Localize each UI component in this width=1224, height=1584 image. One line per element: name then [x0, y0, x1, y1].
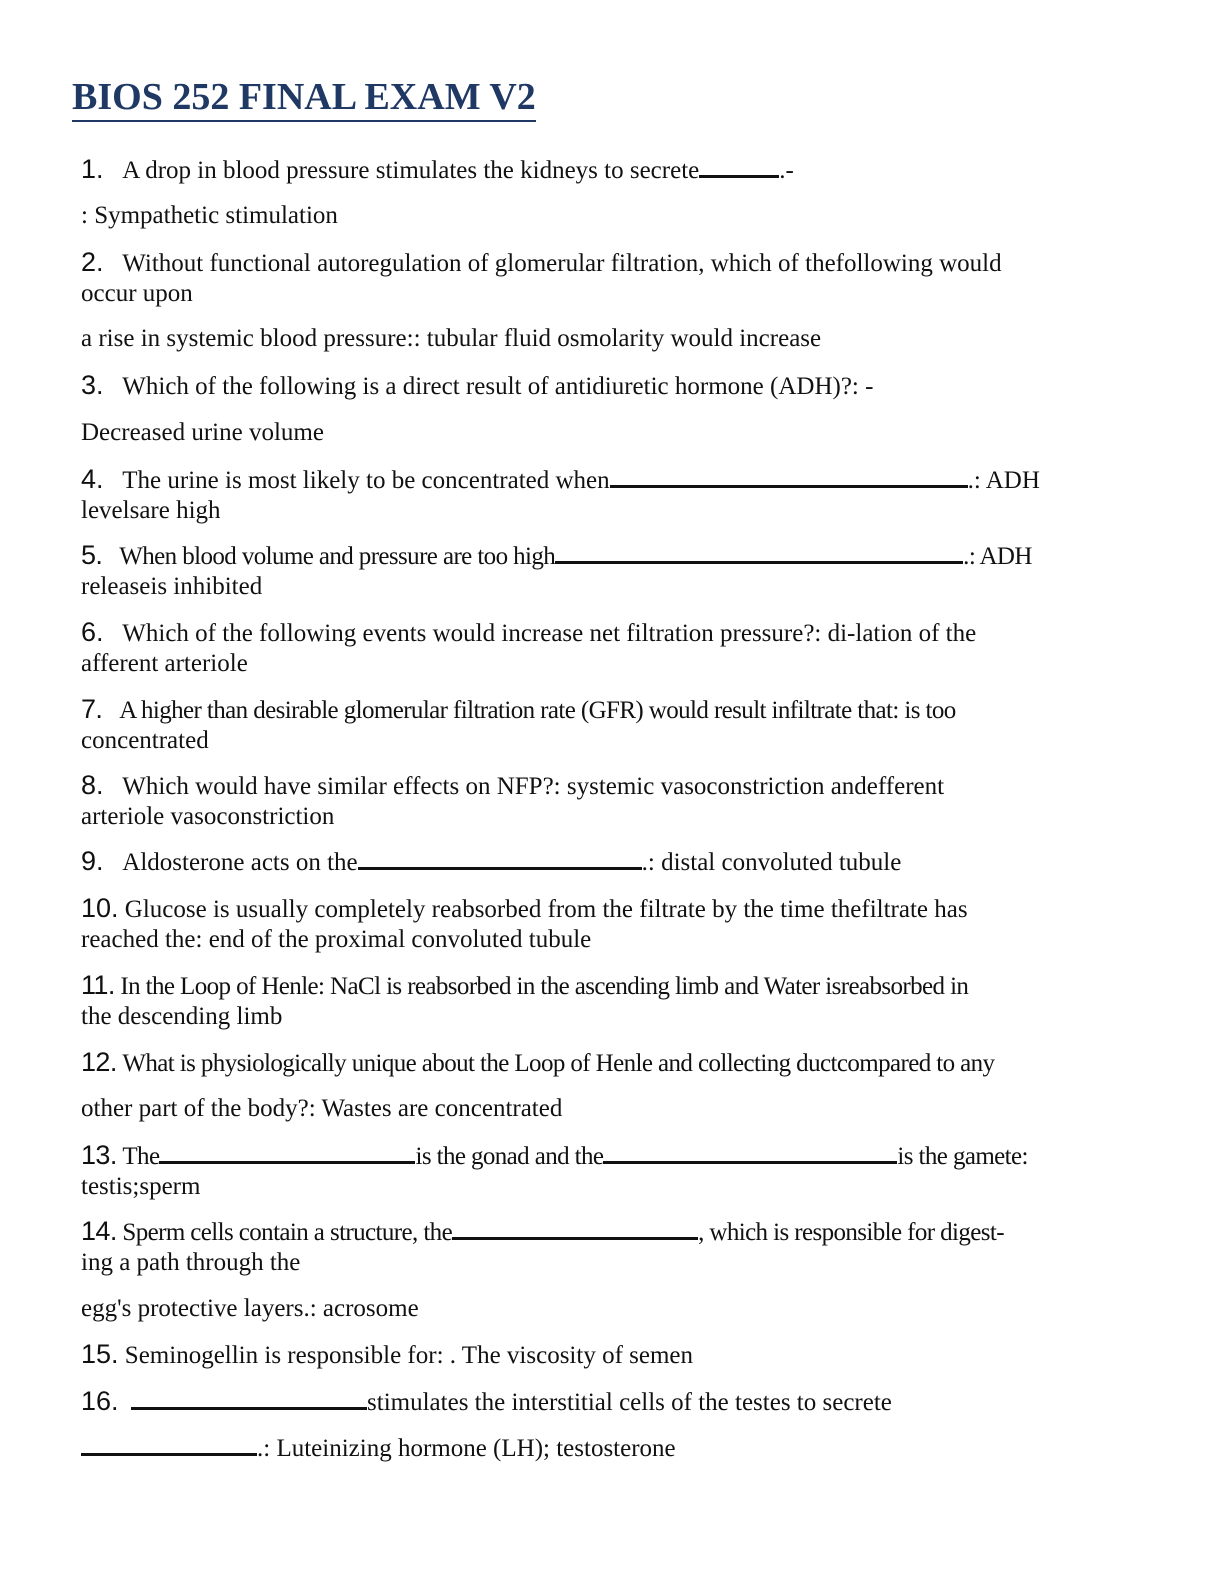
question-7-continued: concentrated — [81, 727, 209, 754]
question-text: In the Loop of Henle: NaCl is reabsorbed in the ascending limb and Water isreabsorbed in — [120, 973, 969, 1000]
question-15 — [81, 1339, 1141, 1371]
question-4-continued: levelsare high — [81, 497, 221, 524]
question-5-continued: releaseis inhibited — [81, 573, 263, 600]
question-tail: .: ADH — [963, 543, 1032, 570]
question-text: When blood volume and pressure are too high — [119, 543, 556, 570]
question-6 — [81, 617, 1141, 649]
question-3 — [81, 370, 1141, 402]
question-2-continued: occur upon — [81, 280, 193, 307]
question-text: What is physiologically unique about the Loop of Henle and collecting ductcompared to any — [122, 1050, 995, 1077]
question-14-continued: ing a path through the — [81, 1249, 301, 1276]
question-text: Glucose is usually completely reabsorbed from the filtrate by the time thefiltrate has — [124, 896, 968, 923]
question-number: 8. — [81, 770, 104, 800]
question-number: 12. — [81, 1047, 117, 1077]
answer-1: : Sympathetic stimulation — [81, 202, 338, 229]
question-text: The urine is most likely to be concentrated when — [122, 467, 610, 494]
question-12 — [81, 1047, 1141, 1079]
answer-blank — [358, 846, 642, 870]
question-number: 2. — [81, 247, 104, 277]
answer-3: Decreased urine volume — [81, 419, 324, 446]
question-14 — [81, 1216, 1141, 1248]
question-number: 1. — [81, 154, 104, 184]
question-number: 3. — [81, 370, 104, 400]
answer-blank — [452, 1216, 698, 1240]
question-9 — [81, 846, 1141, 878]
question-text: A higher than desirable glomerular filtration rate (GFR) would result infiltrate that: is too — [119, 697, 956, 724]
question-11-continued: the descending limb — [81, 1003, 283, 1030]
answer-12: other part of the body?: Wastes are concentrated — [81, 1095, 563, 1122]
question-text: Without functional autoregulation of glomerular filtration, which of thefollowing would — [122, 250, 1002, 277]
question-number: 5. — [81, 540, 103, 570]
question-6-continued: afferent arteriole — [81, 650, 248, 677]
question-number: 11. — [81, 970, 115, 1000]
question-tail: .- — [779, 157, 794, 184]
answer-blank — [131, 1386, 367, 1410]
answer-14: egg's protective layers.: acrosome — [81, 1295, 419, 1322]
question-tail: .: ADH — [967, 467, 1040, 494]
question-number: 14. — [81, 1216, 117, 1246]
question-number: 13. — [81, 1140, 117, 1170]
question-10-continued: reached the: end of the proximal convoluted tubule — [81, 926, 592, 953]
question-11 — [81, 970, 1141, 1002]
question-number: 6. — [81, 617, 104, 647]
question-text: Which of the following events would increase net filtration pressure?: di-lation of the — [122, 620, 977, 647]
question-2 — [81, 247, 1141, 279]
question-tail: is the gamete: — [897, 1143, 1028, 1170]
question-8-continued: arteriole vasoconstriction — [81, 803, 335, 830]
question-4 — [81, 464, 1141, 496]
question-tail: , which is responsible for digest- — [698, 1219, 1004, 1246]
question-number: 9. — [81, 846, 104, 876]
page-title: BIOS 252 FINAL EXAM V2 — [72, 74, 536, 122]
question-text: A drop in blood pressure stimulates the kidneys to secrete — [122, 157, 700, 184]
question-tail: .: Luteinizing hormone (LH); testosterone — [257, 1435, 676, 1462]
question-number: 15. — [81, 1339, 119, 1369]
question-number: 4. — [81, 464, 104, 494]
question-5 — [81, 540, 1141, 572]
answer-blank — [603, 1140, 897, 1164]
question-text: stimulates the interstitial cells of the testes to secrete — [367, 1389, 892, 1416]
question-tail: .: distal convoluted tubule — [641, 849, 902, 876]
answer-blank — [81, 1432, 257, 1456]
question-text: The — [122, 1143, 160, 1170]
answer-blank — [555, 540, 963, 564]
question-13 — [81, 1140, 1141, 1172]
question-number: 7. — [81, 694, 103, 724]
question-13-continued: testis;sperm — [81, 1173, 201, 1200]
question-text: Sperm cells contain a structure, the — [122, 1219, 453, 1246]
question-8 — [81, 770, 1141, 802]
answer-blank — [159, 1140, 415, 1164]
question-16 — [81, 1386, 1141, 1418]
question-number: 10. — [81, 893, 119, 923]
question-16-continued — [81, 1432, 1141, 1464]
question-text: Aldosterone acts on the — [122, 849, 358, 876]
question-text: Which would have similar effects on NFP?: systemic vasoconstriction andefferent — [122, 773, 945, 800]
question-10 — [81, 893, 1141, 925]
question-1 — [81, 154, 1141, 186]
answer-2: a rise in systemic blood pressure:: tubular fluid osmolarity would increase — [81, 325, 822, 352]
question-mid: is the gonad and the — [415, 1143, 604, 1170]
question-number: 16. — [81, 1386, 119, 1416]
question-text: Which of the following is a direct result of antidiuretic hormone (ADH)?: - — [122, 373, 874, 400]
answer-blank — [610, 464, 968, 488]
question-text: Seminogellin is responsible for: . The viscosity of semen — [124, 1342, 694, 1369]
answer-blank — [699, 154, 779, 178]
question-7 — [81, 694, 1141, 726]
